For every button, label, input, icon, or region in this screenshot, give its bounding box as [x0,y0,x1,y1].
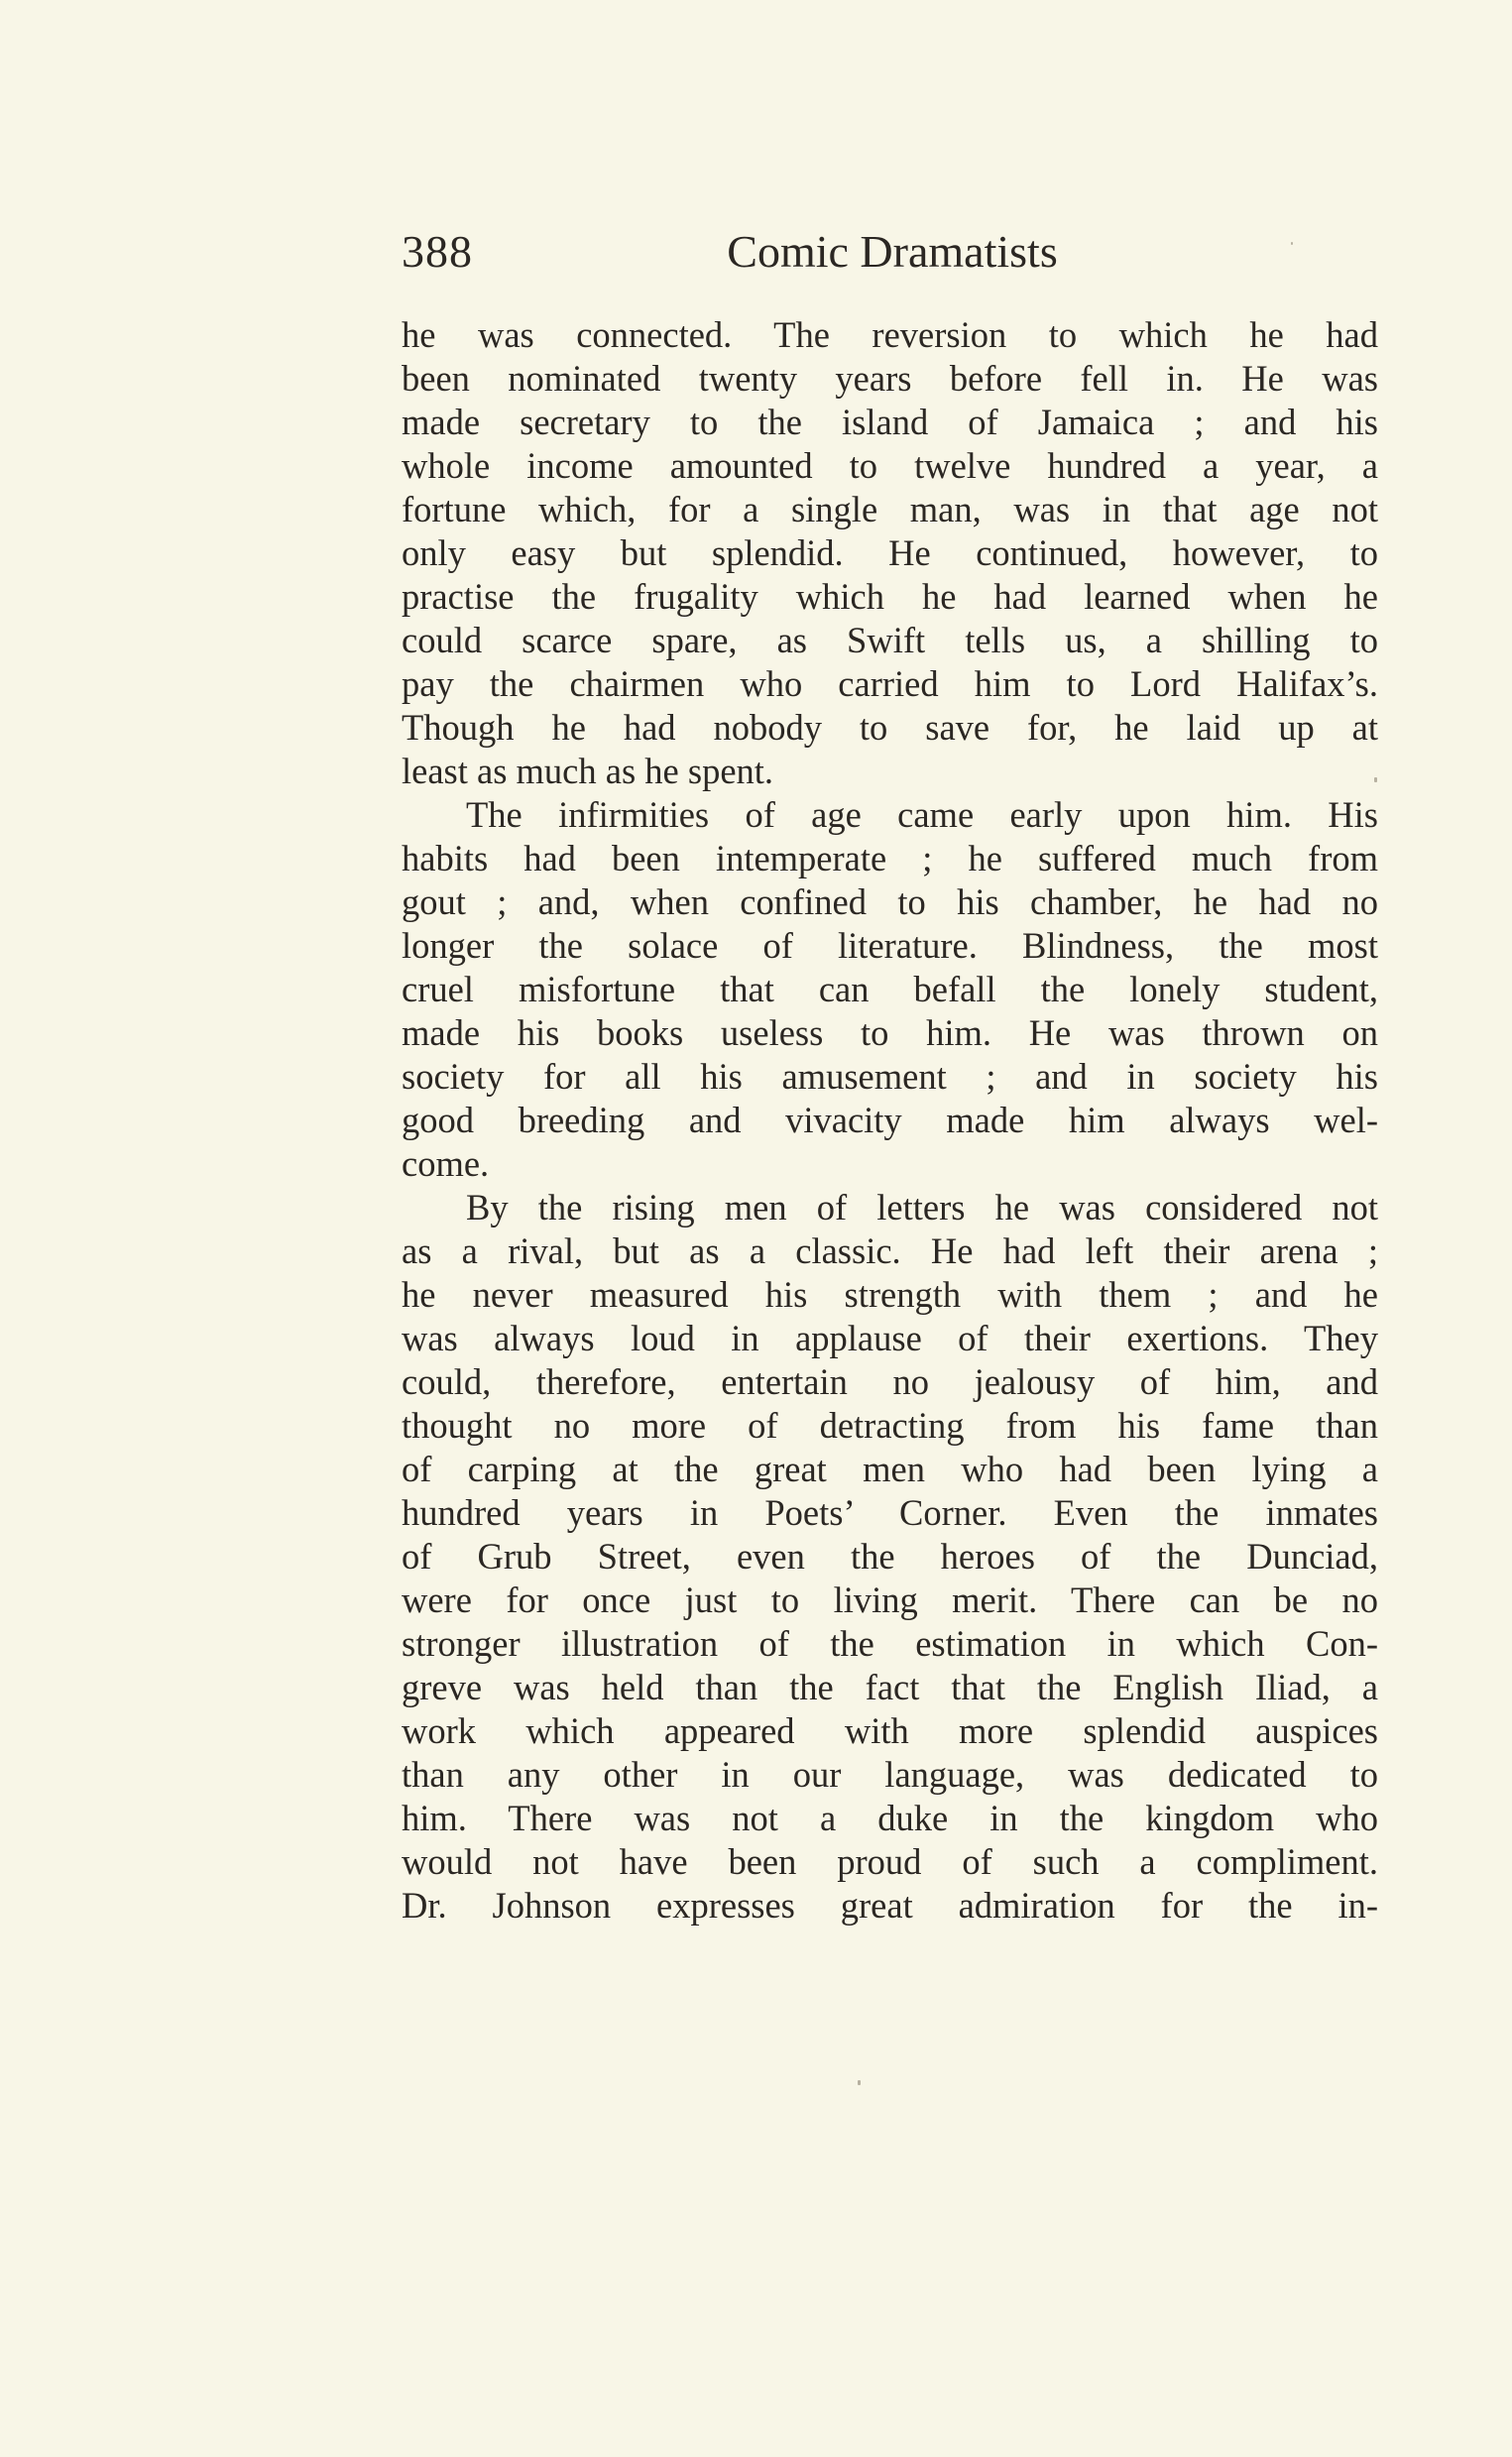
text-line: cruel misfortune that can befall the lonely student, [402,969,1378,1009]
text-line: was always loud in applause of their exertions. They [402,1318,1378,1358]
body-text [402,313,1378,1928]
text-line: could scarce spare, as Swift tells us, a shilling to [402,620,1378,660]
text-line: than any other in our language, was dedicated to [402,1754,1378,1795]
text-line: made his books useless to him. He was thrown on [402,1012,1378,1053]
text-line: stronger illustration of the estimation in which Con- [402,1623,1378,1664]
text-line: him. There was not a duke in the kingdom who [402,1798,1378,1838]
text-line: fortune which, for a single man, was in that age not [402,489,1378,529]
text-line: Though he had nobody to save for, he laid up at [402,707,1378,748]
text-line: were for once just to living merit. There can be no [402,1580,1378,1620]
paragraph-2 [402,793,1378,1186]
page-header [402,222,1383,282]
text-line: he never measured his strength with them ; and he [402,1274,1378,1315]
text-line: would not have been proud of such a compliment. [402,1841,1378,1882]
text-line: of Grub Street, even the heroes of the Dunciad, [402,1536,1378,1577]
text-line: made secretary to the island of Jamaica ; and his [402,402,1378,442]
text-line: longer the solace of literature. Blindness, the most [402,925,1378,966]
text-line: least as much as he spent. [402,751,774,791]
text-line: The infirmities of age came early upon him. His [466,794,1378,835]
paper-speck [858,2080,861,2085]
paragraph-1 [402,313,1378,793]
text-line: work which appeared with more splendid auspices [402,1710,1378,1751]
text-line: pay the chairmen who carried him to Lord Halifax’s. [402,663,1378,704]
text-line: been nominated twenty years before fell in. He was [402,358,1378,399]
text-line: as a rival, but as a classic. He had left their arena ; [402,1230,1378,1271]
text-line: hundred years in Poets’ Corner. Even the inmates [402,1492,1378,1533]
text-line: could, therefore, entertain no jealousy of him, and [402,1361,1378,1402]
running-title: Comic Dramatists [727,226,1058,277]
text-line: greve was held than the fact that the English Iliad, a [402,1667,1378,1707]
text-line: he was connected. The reversion to which he had [402,314,1378,355]
text-line: society for all his amusement ; and in society his [402,1056,1378,1097]
text-line: of carping at the great men who had been lying a [402,1449,1378,1489]
text-line: thought no more of detracting from his fame than [402,1405,1378,1446]
text-line: Dr. Johnson expresses great admiration for the in- [402,1885,1378,1926]
text-line: come. [402,1143,490,1184]
paragraph-3 [402,1186,1378,1928]
text-line: only easy but splendid. He continued, however, to [402,532,1378,573]
page-number: 388 [402,226,473,277]
text-line: good breeding and vivacity made him always wel- [402,1100,1378,1140]
text-line: gout ; and, when confined to his chamber, he had no [402,881,1378,922]
text-line: whole income amounted to twelve hundred a year, a [402,445,1378,486]
text-line: practise the frugality which he had learned when he [402,576,1378,617]
text-line: habits had been intemperate ; he suffered much from [402,838,1378,878]
text-line: By the rising men of letters he was considered not [466,1187,1378,1228]
